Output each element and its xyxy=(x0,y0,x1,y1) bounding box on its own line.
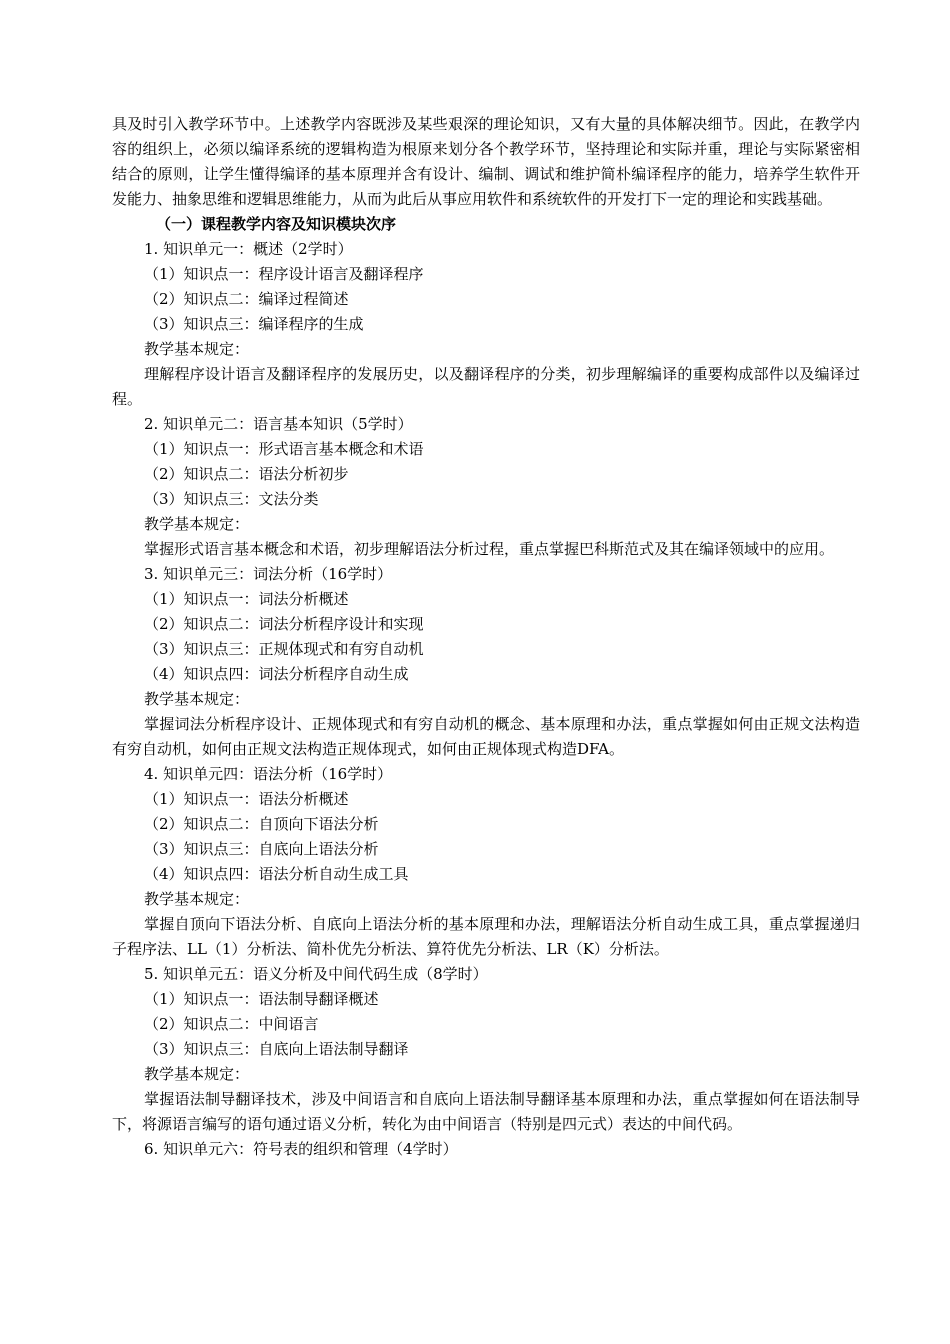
knowledge-point: （1）知识点一：语法制导翻译概述 xyxy=(144,990,379,1008)
knowledge-point: （2）知识点二：词法分析程序设计和实现 xyxy=(144,615,424,633)
knowledge-point: （1）知识点一：形式语言基本概念和术语 xyxy=(144,440,424,458)
knowledge-unit xyxy=(112,237,860,412)
knowledge-point: （1）知识点一：词法分析概述 xyxy=(144,590,349,608)
unit-title: 6. 知识单元六：符号表的组织和管理（4学时） xyxy=(144,1140,458,1158)
requirement-text: 掌握语法制导翻译技术，涉及中间语言和自底向上语法制导翻译基本原理和办法，重点掌握如何在语法制导下，将源语言编写的语句通过语义分析，转化为由中间语言（特别是四元式）表达的中间代码。 xyxy=(112,1090,860,1133)
knowledge-point: （2）知识点二：自顶向下语法分析 xyxy=(144,815,379,833)
knowledge-point: （3）知识点三：自底向上语法分析 xyxy=(144,840,379,858)
requirement-label: 教学基本规定： xyxy=(144,1065,250,1083)
knowledge-unit xyxy=(112,562,860,762)
knowledge-point: （2）知识点二：编译过程简述 xyxy=(144,290,349,308)
unit-title: 5. 知识单元五：语义分析及中间代码生成（8学时） xyxy=(144,965,488,983)
knowledge-unit xyxy=(112,1137,860,1162)
requirement-text: 掌握自顶向下语法分析、自底向上语法分析的基本原理和办法，理解语法分析自动生成工具，重点掌握递归子程序法、LL（1）分析法、简朴优先分析法、算符优先分析法、LR（K）分析法。 xyxy=(112,915,860,958)
requirement-label: 教学基本规定： xyxy=(144,890,250,908)
requirement-text: 掌握词法分析程序设计、正规体现式和有穷自动机的概念、基本原理和办法，重点掌握如何由正规文法构造有穷自动机，如何由正规文法构造正规体现式，如何由正规体现式构造DFA。 xyxy=(112,715,860,758)
intro-paragraph: 具及时引入教学环节中。上述教学内容既涉及某些艰深的理论知识，又有大量的具体解决细节。因此，在教学内容的组织上，必须以编译系统的逻辑构造为根原来划分各个教学环节，坚持理论和实际并重，理论与实际紧密相结合的原则，让学生懂得编译的基本原理并含有设计、编制、调试和维护简朴编译程序的能力，培养学生软件开发能力、抽象思维和逻辑思维能力，从而为此后从事应用软件和系统软件的开发打下一定的理论和实践基础。 xyxy=(112,115,860,208)
knowledge-unit xyxy=(112,962,860,1137)
knowledge-point: （2）知识点二：语法分析初步 xyxy=(144,465,349,483)
unit-title: 1. 知识单元一：概述（2学时） xyxy=(144,240,353,258)
knowledge-point: （3）知识点三：正规体现式和有穷自动机 xyxy=(144,640,424,658)
knowledge-unit xyxy=(112,762,860,962)
knowledge-point: （3）知识点三：自底向上语法制导翻译 xyxy=(144,1040,409,1058)
knowledge-unit xyxy=(112,412,860,562)
requirement-text: 理解程序设计语言及翻译程序的发展历史，以及翻译程序的分类，初步理解编译的重要构成部件以及编译过程。 xyxy=(112,365,860,408)
document-page xyxy=(112,112,860,1162)
knowledge-point: （3）知识点三：文法分类 xyxy=(144,490,319,508)
requirement-text: 掌握形式语言基本概念和术语，初步理解语法分析过程，重点掌握巴科斯范式及其在编译领域中的应用。 xyxy=(144,540,835,558)
knowledge-point: （4）知识点四：词法分析程序自动生成 xyxy=(144,665,409,683)
unit-title: 4. 知识单元四：语法分析（16学时） xyxy=(144,765,393,783)
requirement-label: 教学基本规定： xyxy=(144,340,250,358)
unit-title: 3. 知识单元三：词法分析（16学时） xyxy=(144,565,393,583)
knowledge-point: （2）知识点二：中间语言 xyxy=(144,1015,319,1033)
knowledge-point: （4）知识点四：语法分析自动生成工具 xyxy=(144,865,409,883)
requirement-label: 教学基本规定： xyxy=(144,690,250,708)
unit-title: 2. 知识单元二：语言基本知识（5学时） xyxy=(144,415,413,433)
knowledge-point: （3）知识点三：编译程序的生成 xyxy=(144,315,364,333)
requirement-label: 教学基本规定： xyxy=(144,515,250,533)
section-title: （一）课程教学内容及知识模块次序 xyxy=(156,215,397,233)
knowledge-point: （1）知识点一：语法分析概述 xyxy=(144,790,349,808)
knowledge-point: （1）知识点一：程序设计语言及翻译程序 xyxy=(144,265,424,283)
